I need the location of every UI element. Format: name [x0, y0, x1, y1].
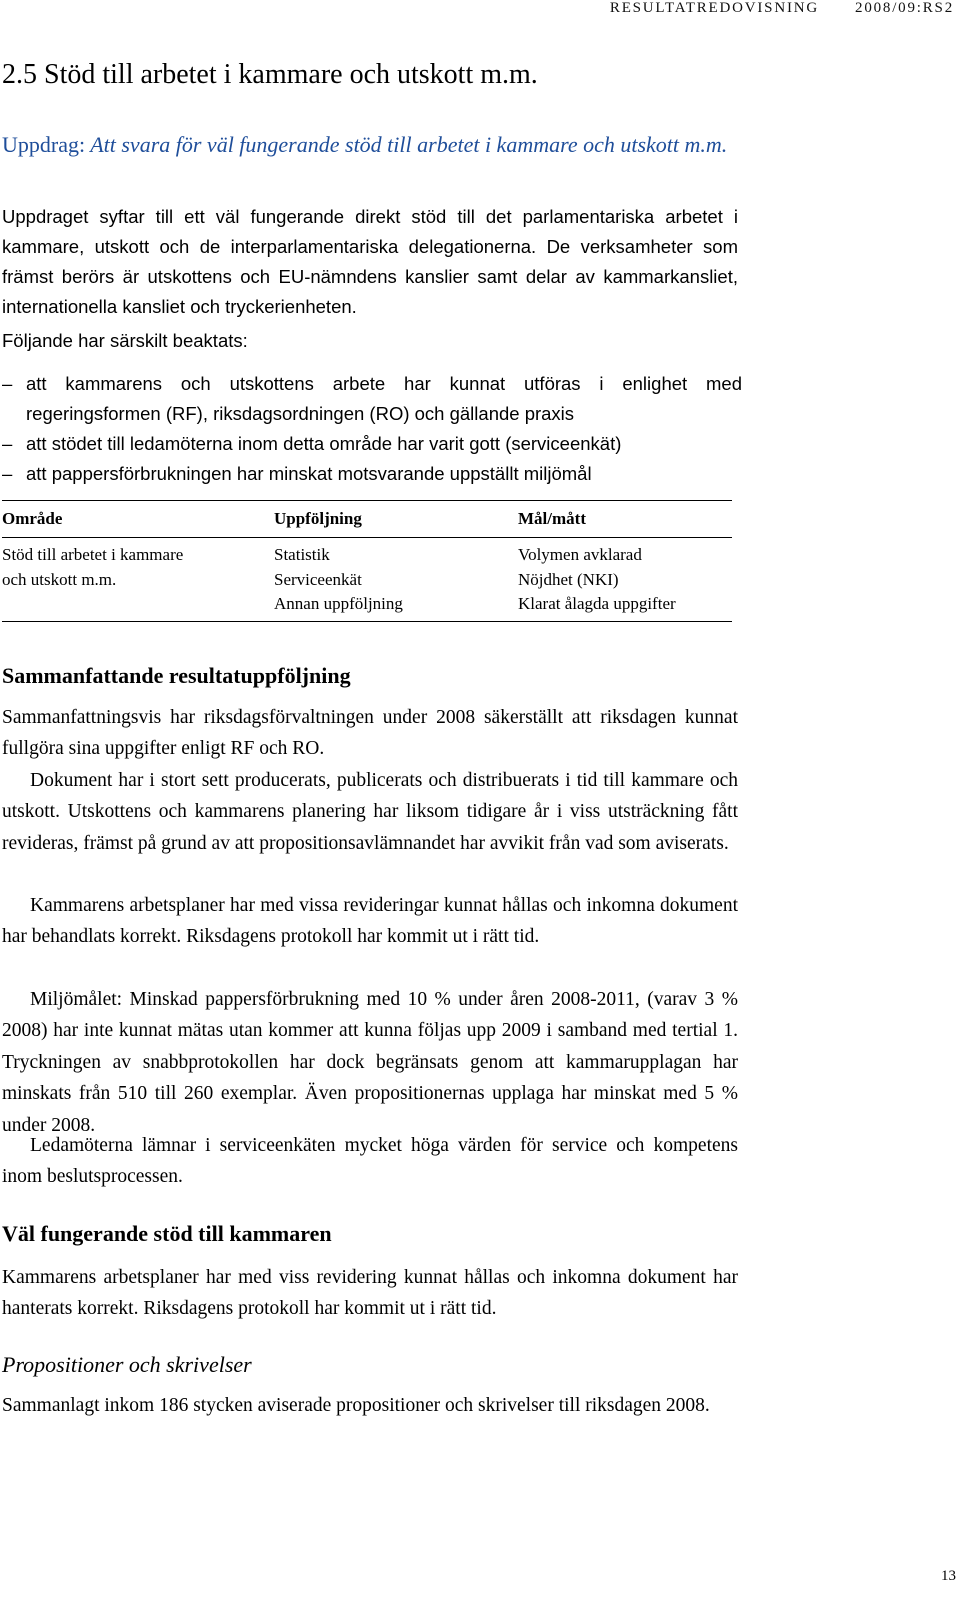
table-header-followup: Uppföljning — [274, 509, 362, 528]
intro-paragraph: Uppdraget syftar till ett väl fungerande direkt stöd till det parlamentariska arbetet i kammare, utskott och de interparlamentariska delegationerna. De verksamheter som främst berörs är utskottens och EU-nämndens kanslier samt delar av kammarkansliet, internationella kansliet och tryckerienheten. — [2, 206, 738, 317]
considered-intro: Följande har särskilt beaktats: — [2, 330, 248, 351]
summary-paragraph-3: Kammarens arbetsplaner har med vissa revideringar kunnat hållas och inkomna dokument har behandlats korrekt. Riksdagens protokoll har kommit ut i rätt tid. — [2, 895, 738, 948]
table-row — [2, 538, 732, 621]
summary-paragraph-1: Sammanfattningsvis har riksdagsförvaltningen under 2008 säkerställt att riksdagen kunnat fullgöra sina uppgifter enligt RF och RO. — [2, 707, 738, 760]
table-cell-area: Stöd till arbetet i kammare och utskott m.m. — [2, 545, 184, 589]
table-header-area: Område — [2, 509, 63, 528]
header-section: RESULTATREDOVISNING — [609, 0, 820, 16]
dash-bullet: – — [2, 463, 13, 484]
summary-paragraph-5: Ledamöterna lämnar i serviceenkäten mycket höga värden för service och kompetens inom beslutsprocessen. — [2, 1135, 738, 1188]
page-number: 13 — [941, 1568, 956, 1584]
considered-list — [2, 369, 742, 489]
dash-bullet: – — [2, 433, 13, 454]
mission-text: Att svara för väl fungerande stöd till arbetet i kammare och utskott m.m. — [90, 132, 728, 157]
mission-statement — [2, 130, 738, 160]
list-item: – att pappersförbrukningen har minskat motsvarande uppställt miljömål — [2, 459, 742, 489]
summary-paragraph-2: Dokument har i stort sett producerats, publicerats och distribuerats i tid till kammare och utskott. Utskottens och kammarens planering har liksom tidigare år i viss utsträckning fått revideras, främst på grund av att propositionsavlämnandet har avvikit från vad som aviserats. — [2, 770, 738, 854]
summary-heading: Sammanfattande resultatuppföljning — [2, 663, 351, 688]
table-header-measures: Mål/mått — [518, 509, 586, 528]
running-header — [610, 0, 954, 24]
table-cell-measures: Volymen avklarad Nöjdhet (NKI) Klarat ålagda uppgifter — [518, 545, 676, 613]
list-item: – att kammarens och utskottens arbete har kunnat utföras i enlighet med regeringsformen (RF), riksdagsordningen (RO) och gällande praxis — [2, 369, 742, 429]
mission-label: Uppdrag: — [2, 132, 86, 157]
table-header-row — [2, 501, 732, 538]
chamber-paragraph: Kammarens arbetsplaner har med viss revidering kunnat hållas och inkomna dokument har hanterats korrekt. Riksdagens protokoll har kommit ut i rätt tid. — [2, 1267, 738, 1320]
chamber-heading: Väl fungerande stöd till kammaren — [2, 1221, 332, 1246]
followup-table — [2, 500, 732, 622]
table-cell-followup: Statistik Serviceenkät Annan uppföljning — [274, 545, 403, 613]
propositions-heading: Propositioner och skrivelser — [2, 1352, 252, 1377]
dash-bullet: – — [2, 373, 13, 394]
list-item: – att stödet till ledamöterna inom detta område har varit gott (serviceenkät) — [2, 429, 742, 459]
header-doc-id: 2008/09:RS2 — [855, 0, 954, 16]
propositions-paragraph: Sammanlagt inkom 186 stycken aviserade propositioner och skrivelser till riksdagen 2008. — [2, 1395, 710, 1416]
summary-paragraph-4: Miljömålet: Minskad pappersförbrukning med 10 % under åren 2008-2011, (varav 3 % 2008) har inte kunnat mätas utan kommer att kunna följas upp 2009 i samband med tertial 1. Tryckningen av snabbprotokollen har dock begränsats genom att kammarupplagan har minskats från 510 till 260 exemplar. Även propositionernas upplaga har minskat med 5 % under 2008. — [2, 989, 738, 1136]
section-title: 2.5 Stöd till arbetet i kammare och utskott m.m. — [2, 59, 538, 90]
